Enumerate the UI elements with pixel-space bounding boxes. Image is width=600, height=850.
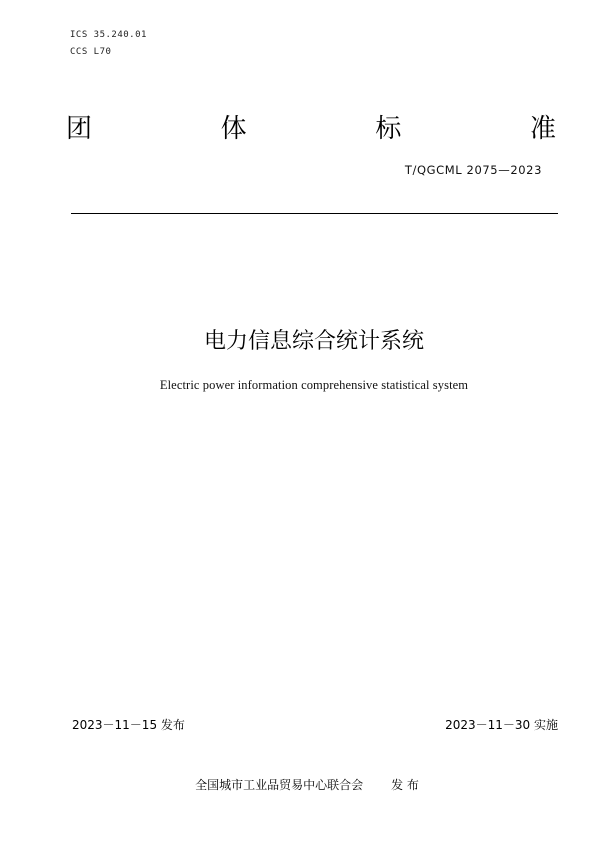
- publisher-name: 全国城市工业品贸易中心联合会: [195, 778, 364, 792]
- publisher-line: [0, 776, 600, 793]
- doc-type-char: 体: [220, 114, 247, 144]
- ics-code: ICS 35.240.01: [70, 30, 147, 40]
- ccs-code: CCS L70: [70, 47, 112, 57]
- standard-number: T/QGCML 2075—2023: [404, 163, 542, 177]
- doc-type-char: 准: [529, 114, 556, 144]
- doc-type-char: 标: [375, 114, 402, 144]
- issue-date: 2023－11－15 发布: [72, 718, 185, 732]
- header-divider: [71, 213, 558, 214]
- doc-type-char: 团: [66, 114, 93, 144]
- title-english: Electric power information comprehensive statistical system: [159, 378, 469, 392]
- implementation-date: 2023－11－30 实施: [445, 718, 558, 732]
- publisher-action: 发 布: [391, 778, 419, 792]
- document-type-heading: [66, 114, 556, 144]
- title-chinese: 电力信息综合统计系统: [203, 329, 424, 354]
- classification-codes: [70, 27, 147, 61]
